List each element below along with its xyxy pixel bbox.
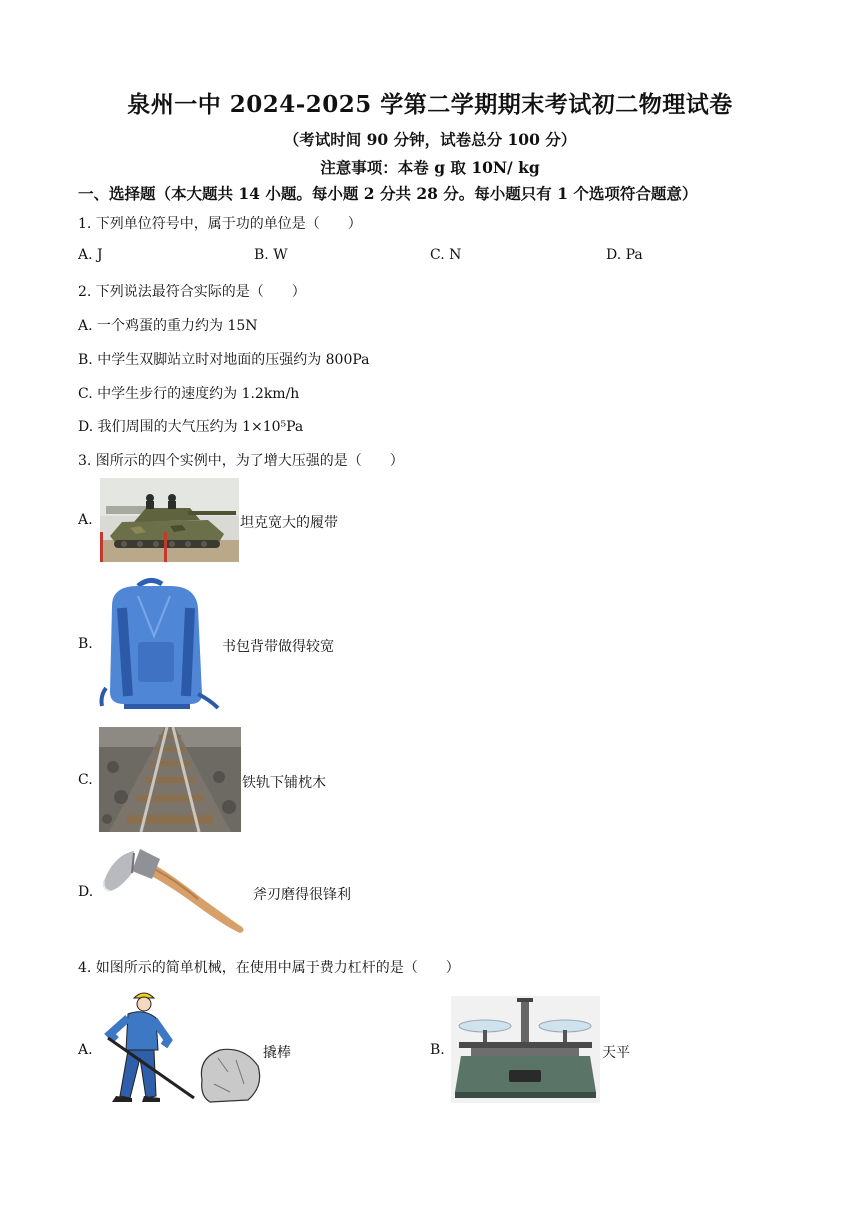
q4-option-b-letter: B. [430, 1042, 445, 1058]
q4-option-b-caption: 天平 [602, 1045, 630, 1061]
q1-option-c: C. N [430, 247, 462, 263]
section-heading: 一、选择题（本大题共 14 小题。每小题 2 分共 28 分。每小题只有 1 个选项符合题意） [78, 184, 698, 203]
q3-option-d-letter: D. [78, 884, 94, 900]
q2-option-a: A. 一个鸡蛋的重力约为 15N [78, 318, 258, 334]
question-3-stem: 3. 图所示的四个实例中，为了增大压强的是（ ） [78, 453, 404, 469]
q3-option-b-letter: B. [78, 636, 93, 652]
q4-option-a-caption: 撬棒 [263, 1045, 291, 1061]
q3-option-d-caption: 斧刃磨得很锋利 [253, 887, 351, 903]
backpack-image [98, 576, 220, 712]
q3-option-a-caption: 坦克宽大的履带 [240, 515, 338, 531]
q3-option-c-letter: C. [78, 772, 93, 788]
q1-option-d: D. Pa [606, 247, 643, 263]
q2-option-b: B. 中学生双脚站立时对地面的压强约为 800Pa [78, 352, 370, 368]
exam-subtitle: （考试时间 90 分钟，试卷总分 100 分） [283, 130, 577, 149]
crowbar-worker-image [98, 988, 264, 1108]
q2-option-d: D. 我们周围的大气压约为 1×10⁵Pa [78, 419, 304, 435]
q3-option-c-caption: 铁轨下铺枕木 [242, 775, 326, 791]
q1-option-a: A. J [78, 247, 103, 263]
question-2-stem: 2. 下列说法最符合实际的是（ ） [78, 284, 306, 300]
q2-option-c: C. 中学生步行的速度约为 1.2km/h [78, 386, 300, 402]
exam-title: 泉州一中 2024-2025 学第二学期期末考试初二物理试卷 [127, 91, 733, 118]
exam-notice: 注意事项：本卷 g 取 10N/ kg [320, 158, 540, 177]
q1-option-b: B. W [254, 247, 288, 263]
q3-option-a-letter: A. [78, 512, 93, 528]
question-4-stem: 4. 如图所示的简单机械，在使用中属于费力杠杆的是（ ） [78, 960, 460, 976]
balance-scale-image [451, 996, 600, 1103]
tank-image [100, 478, 239, 562]
question-1-stem: 1. 下列单位符号中，属于功的单位是（ ） [78, 216, 362, 232]
q4-option-a-letter: A. [78, 1042, 93, 1058]
railway-image [99, 727, 241, 832]
q3-option-b-caption: 书包背带做得较宽 [222, 639, 334, 655]
axe-image [100, 845, 250, 935]
